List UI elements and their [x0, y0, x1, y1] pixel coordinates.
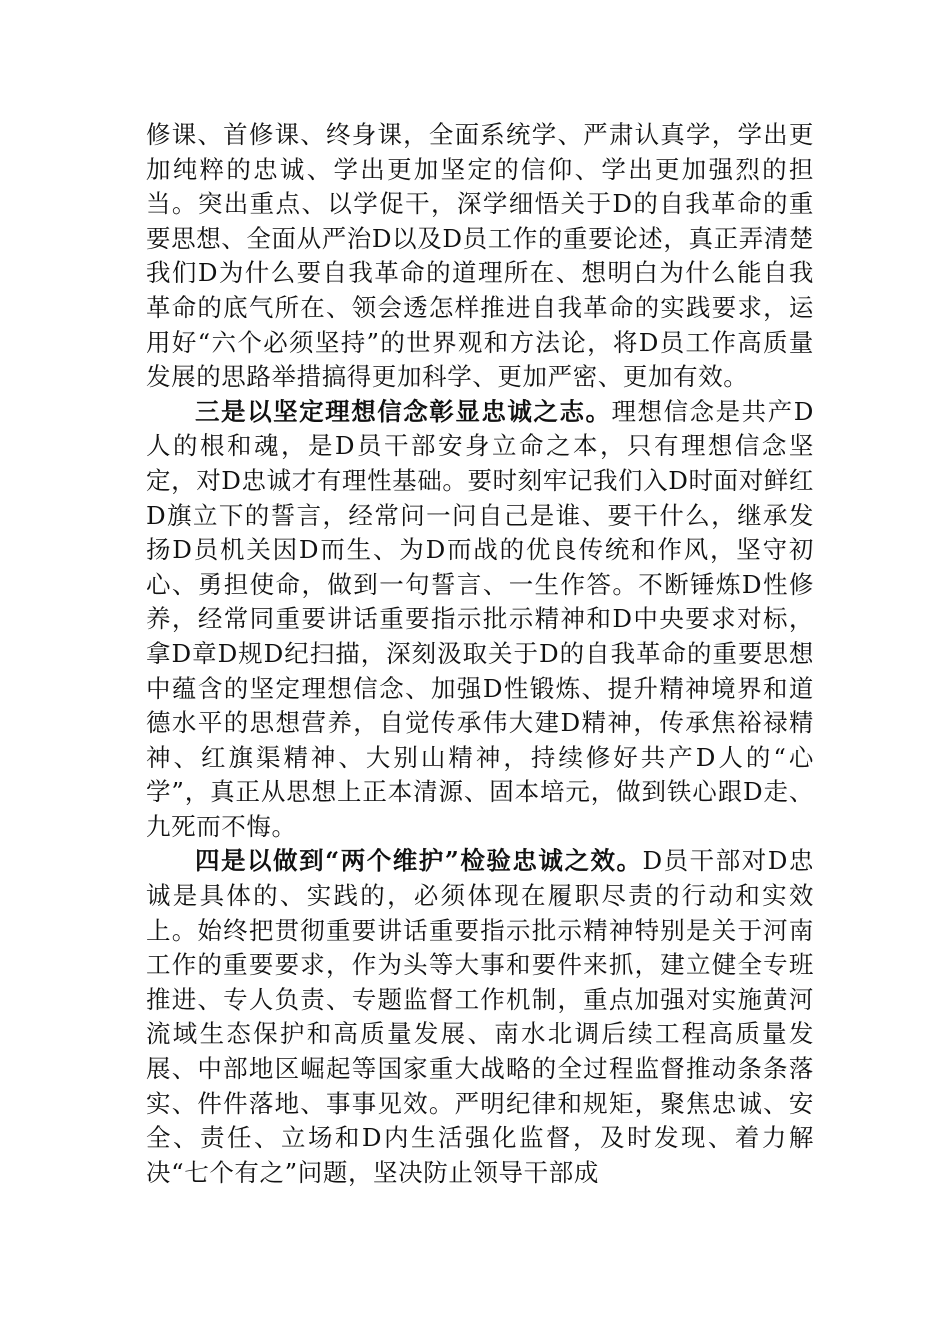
paragraph-text: D员干部对D忠诚是具体的、实践的，必须体现在履职尽责的行动和实效上。始终把贯彻重要讲话重要指示批示精神特别是关于河南工作的重要要求，作为头等大事和要件来抓，建立健全专班推进、专人负责、专题监督工作机制，重点加强对实施黄河流域生态保护和高质量发展、南水北调后续工程高质量发展、中部地区崛起等国家重大战略的全过程监督推动条条落实、件件落地、事事见效。严明纪律和规矩，聚焦忠诚、安全、责任、立场和D内生活强化监督，及时发现、着力解决“七个有之”问题，坚决防止领导干部成 [146, 846, 814, 1187]
paragraph-ideals-faith [146, 395, 814, 845]
paragraph-lead: 四是以做到“两个维护”检验忠诚之效。 [195, 846, 643, 876]
paragraph-text: 修课、首修课、终身课，全面系统学、严肃认真学，学出更加纯粹的忠诚、学出更加坚定的信仰、学出更加强烈的担当。突出重点、以学促干，深学细悟关于D的自我革命的重要思想、全面从严治D以及D员工作的重要论述，真正弄清楚我们D为什么要自我革命的道理所在、想明白为什么能自我革命的底气所在、领会透怎样推进自我革命的实践要求，运用好“六个必须坚持”的世界观和方法论，将D员工作高质量发展的思路举措搞得更加科学、更加严密、更加有效。 [146, 120, 814, 392]
paragraph-text: 理想信念是共产D人的根和魂，是D员干部安身立命之本，只有理想信念坚定，对D忠诚才有理性基础。要时刻牢记我们入D时面对鲜红D旗立下的誓言，经常问一问自己是谁、要干什么，继承发扬D员机关因D而生、为D而战的优良传统和作风，坚守初心、勇担使命，做到一句誓言、一生作答。不断锤炼D性修养，经常同重要讲话重要指示批示精神和D中央要求对标，拿D章D规D纪扫描，深刻汲取关于D的自我革命的重要思想中蕴含的坚定理想信念、加强D性锻炼、提升精神境界和道德水平的思想营养，自觉传承伟大建D精神，传承焦裕禄精神、红旗渠精神、大别山精神，持续修好共产D人的“心学”，真正从思想上正本清源、固本培元，做到铁心跟D走、九死而不悔。 [146, 396, 814, 841]
paragraph-two-safeguards [146, 844, 814, 1190]
document-body [146, 118, 814, 1190]
paragraph-continuation [146, 118, 814, 395]
paragraph-lead: 三是以坚定理想信念彰显忠诚之志。 [195, 396, 612, 426]
